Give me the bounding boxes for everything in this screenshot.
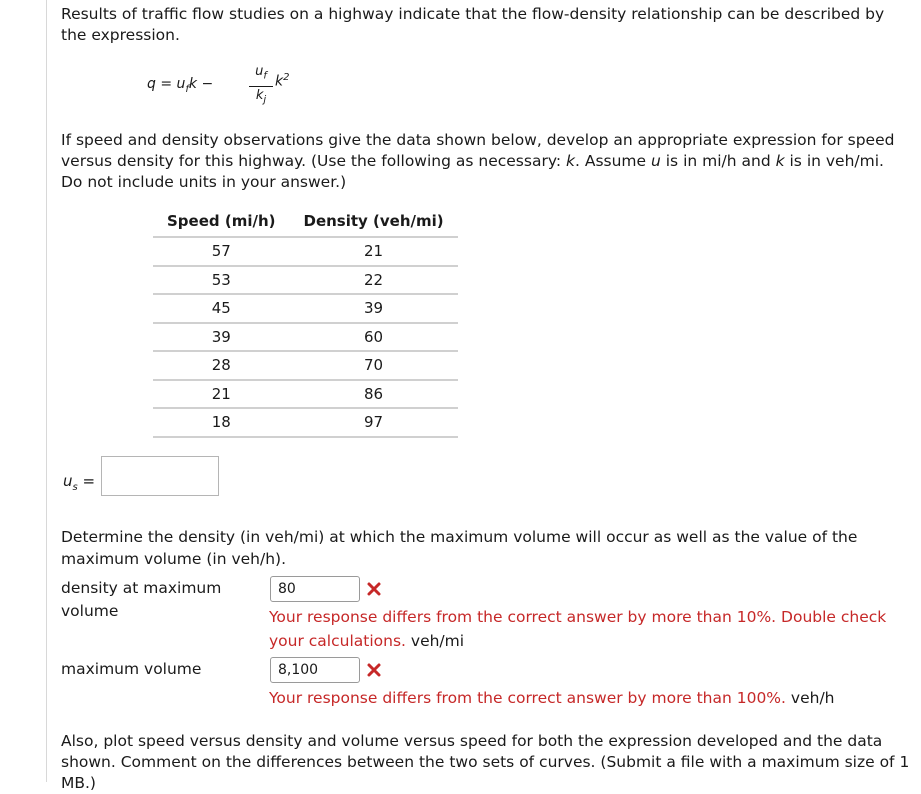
incorrect-icon xyxy=(366,581,382,597)
density-max-label: density at maximum volume xyxy=(61,579,222,620)
speed-cell: 21 xyxy=(153,380,290,409)
density-cell: 39 xyxy=(290,294,458,323)
intro-text: Results of traffic flow studies on a highway indicate that the flow-density relationship can be described by the expression. xyxy=(61,5,885,44)
question3-text: Also, plot speed versus density and volume versus speed for both the expression developed and the data shown. Comment on the differences between the two sets of curves. (Submit a file with a maximum size of 1 MB.) xyxy=(61,732,910,792)
question1-text: If speed and density observations give the data shown below, develop an appropriate expression for speed versus density for this highway. (Use the following as necessary: k. Assume u is in mi/h and k is in veh/mi. Do not include units in your answer.) xyxy=(61,131,895,191)
max-volume-feedback: Your response differs from the correct answer by more than 100%. veh/h xyxy=(269,689,835,707)
formula-k-squared: $k^2$ xyxy=(275,72,290,90)
speed-cell: 57 xyxy=(153,237,290,266)
left-border xyxy=(46,0,47,782)
incorrect-icon xyxy=(366,662,382,678)
table-row xyxy=(153,351,458,380)
formula-fraction: $u_f$ $k_j$ xyxy=(249,64,273,108)
us-answer-input[interactable] xyxy=(101,456,219,496)
volume-unit: veh/h xyxy=(790,689,835,707)
header-density: Density (veh/mi) xyxy=(290,208,458,237)
density-cell: 60 xyxy=(290,323,458,352)
max-volume-label: maximum volume xyxy=(61,660,202,678)
table-row xyxy=(153,323,458,352)
speed-cell: 53 xyxy=(153,266,290,295)
table-header-row xyxy=(153,208,458,237)
table-row xyxy=(153,237,458,266)
speed-cell: 28 xyxy=(153,351,290,380)
us-label: $u_s$ = xyxy=(63,472,96,493)
density-cell: 21 xyxy=(290,237,458,266)
max-volume-input[interactable]: 8,100 xyxy=(270,657,360,683)
density-max-input[interactable]: 80 xyxy=(270,576,360,602)
density-cell: 86 xyxy=(290,380,458,409)
density-unit: veh/mi xyxy=(410,632,465,650)
table-row xyxy=(153,408,458,437)
density-cell: 70 xyxy=(290,351,458,380)
table-row xyxy=(153,380,458,409)
speed-cell: 45 xyxy=(153,294,290,323)
flow-density-formula xyxy=(147,64,347,114)
formula-lhs: $q = u_fk$ − xyxy=(147,76,214,95)
density-cell: 22 xyxy=(290,266,458,295)
speed-density-table xyxy=(153,208,458,438)
speed-cell: 18 xyxy=(153,408,290,437)
speed-cell: 39 xyxy=(153,323,290,352)
table-row xyxy=(153,294,458,323)
density-cell: 97 xyxy=(290,408,458,437)
table-row xyxy=(153,266,458,295)
question2-text: Determine the density (in veh/mi) at which the maximum volume will occur as well as the value of the maximum volume (in veh/h). xyxy=(61,528,858,568)
header-speed: Speed (mi/h) xyxy=(153,208,290,237)
density-max-feedback: Your response differs from the correct answer by more than 10%. Double check your calculations. veh/mi xyxy=(269,608,887,650)
